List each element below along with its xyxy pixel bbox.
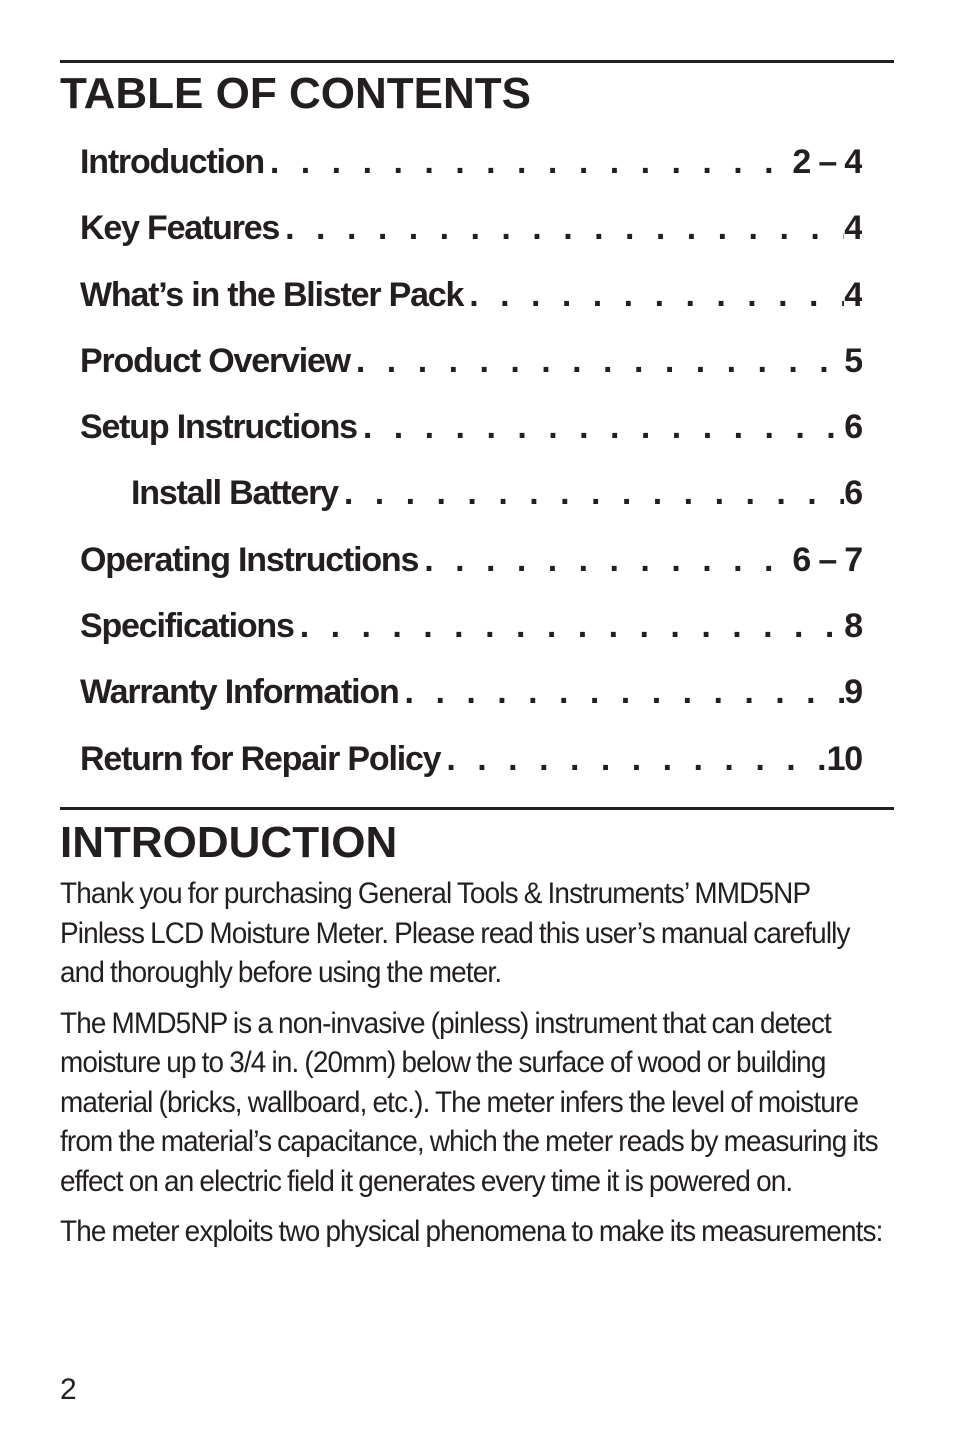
toc-entry-operating-instructions[interactable]: [80, 536, 862, 602]
toc-entry-page: 9: [844, 673, 862, 712]
top-divider: [60, 60, 894, 63]
introduction-body: [60, 874, 894, 1263]
toc-dot-leader: [294, 602, 845, 650]
toc-entry-title: Specifications: [80, 607, 294, 646]
toc-entry-title: What’s in the Blister Pack: [80, 275, 464, 314]
page-number: 2: [60, 1373, 77, 1406]
toc-dot-leader: [399, 668, 845, 716]
introduction-heading: INTRODUCTION: [60, 818, 398, 867]
toc-entry-product-overview[interactable]: [80, 337, 862, 403]
toc-dot-leader: [463, 271, 844, 319]
toc-entry-title: Key Features: [80, 209, 280, 248]
toc-dot-leader: [279, 204, 844, 252]
toc-entry-title: Setup Instructions: [80, 408, 357, 447]
toc-entry-page: 6 – 7: [792, 540, 862, 579]
toc-entry-specifications[interactable]: [80, 602, 862, 668]
intro-paragraph: The meter exploits two physical phenomena to make its measurements:: [60, 1215, 883, 1248]
toc-list: [80, 138, 862, 801]
toc-entry-page: 8: [844, 607, 862, 646]
toc-entry-page: 4: [844, 275, 862, 314]
toc-dot-leader: [418, 536, 792, 584]
toc-entry-title: Introduction: [80, 143, 264, 181]
toc-heading: TABLE OF CONTENTS: [60, 69, 531, 118]
toc-dot-leader: [338, 469, 844, 517]
toc-entry-return-for-repair[interactable]: [80, 735, 862, 801]
section-divider: [60, 807, 894, 810]
toc-entry-title: Warranty Information: [80, 673, 399, 712]
toc-dot-leader: [350, 337, 844, 385]
toc-entry-blister-pack[interactable]: [80, 271, 862, 337]
intro-paragraph: Thank you for purchasing General Tools & Instruments’ MMD5NP Pinless LCD Moisture Meter. Please read this user’s manual carefully and thoroughly before using the meter.: [60, 877, 850, 989]
toc-dot-leader: [440, 735, 826, 783]
toc-entry-page: 6: [844, 474, 862, 513]
toc-entry-page: 5: [844, 341, 862, 380]
toc-entry-page: 4: [844, 209, 862, 248]
toc-entry-title: Operating Instructions: [80, 540, 419, 579]
toc-entry-key-features[interactable]: [80, 204, 862, 270]
toc-entry-page: 6: [844, 408, 862, 447]
toc-entry-title: Return for Repair Policy: [80, 739, 441, 778]
toc-entry-introduction[interactable]: [80, 138, 862, 204]
toc-entry-title: Product Overview: [80, 341, 350, 380]
toc-dot-leader: [264, 138, 792, 186]
toc-entry-install-battery[interactable]: [80, 469, 862, 535]
toc-entry-page: 2 – 4: [792, 143, 862, 181]
toc-entry-page: 10: [826, 739, 862, 778]
toc-entry-title: Install Battery: [131, 474, 338, 513]
intro-paragraph: The MMD5NP is a non-invasive (pinless) instrument that can detect moisture up to 3/4 in. (20mm) below the surface of wood or building material (bricks, wallboard, etc.). The meter infers the level of moisture from the material’s capacitance, which the meter reads by measuring its effect on an electric field it generates every time it is powered on.: [60, 1006, 878, 1198]
toc-entry-warranty-information[interactable]: [80, 668, 862, 734]
toc-dot-leader: [357, 403, 844, 451]
toc-entry-setup-instructions[interactable]: [80, 403, 862, 469]
